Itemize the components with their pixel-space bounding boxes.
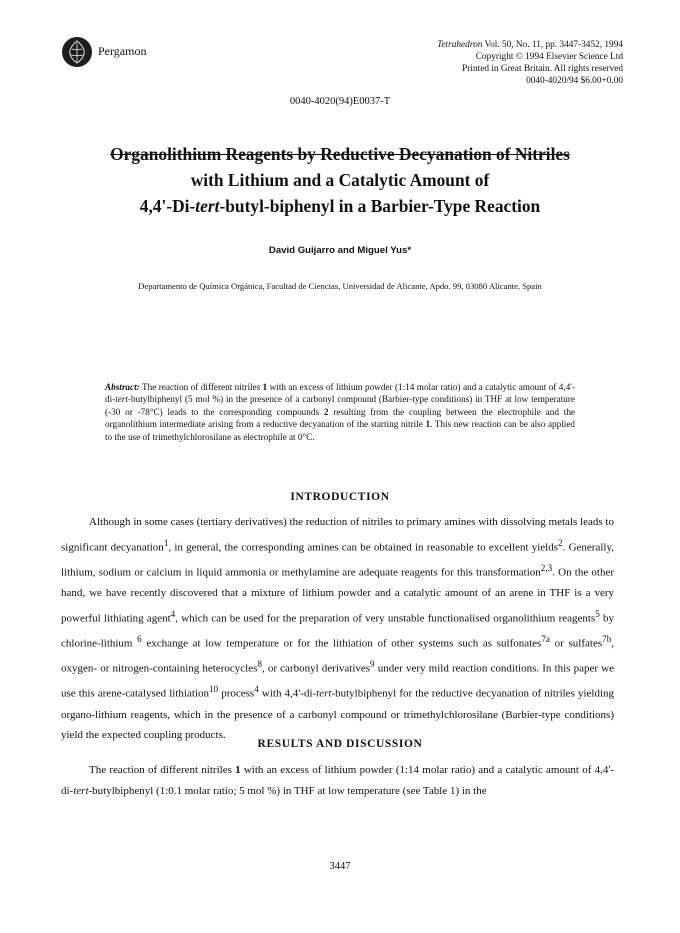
results-text: with an excess of lithium powder (1:14 molar ratio) and a catalytic amount of 4,4'-di- xyxy=(61,764,614,797)
affiliation: Departamento de Química Orgánica, Facultad de Ciencias, Universidad de Alicante, Apdo. 99, 03080 Alicante, Spain xyxy=(138,281,542,291)
reference-marker: 6 xyxy=(137,633,142,644)
intro-text: under very mild reaction conditions. In this paper we use this arene-catalysed lithiation xyxy=(61,662,615,701)
copyright-line: Copyright © 1994 Elsevier Science Ltd xyxy=(475,52,623,62)
abstract-text: -butylbiphenyl (5 mol %) in the presence of a carbonyl compound (Barbier-type conditions) in THF at low temperature (-30 or -78°C) leads to the corresponding compounds xyxy=(105,394,575,417)
reference-marker: 7b xyxy=(602,633,612,644)
abstract-text: resulting from the coupling between the electrophile and the organolithium intermediate arising from a reductive decyanation of the starting nitrile xyxy=(105,406,575,430)
reference-marker: 4 xyxy=(254,684,259,695)
reference-marker: 1 xyxy=(163,537,169,548)
page-number: 3447 xyxy=(329,861,351,872)
abstract-text: . This new reaction can be also applied to the use of trimethylchlorosilane as electrophile at 0°C. xyxy=(105,419,575,442)
reference-marker: 2 xyxy=(558,537,563,548)
paper-title xyxy=(0,141,680,219)
reference-marker: 4 xyxy=(170,608,176,619)
price-line: 0040-4020/94 $6.00+0.00 xyxy=(526,76,623,86)
compound-number: 1 xyxy=(425,419,431,430)
intro-text: Although in some cases (tertiary derivatives) the reduction of nitriles to primary amines with dissolving metals leads to significant decyanation xyxy=(61,516,614,554)
intro-text: , which can be used for the preparation of very unstable functionalised organolithium reagents xyxy=(175,612,596,625)
document-code: 0040-4020(94)E0037-T xyxy=(289,96,391,107)
journal-volume: Vol. 50, No. 11, pp. 3447-3452, 1994 xyxy=(482,40,623,50)
title-tert: tert xyxy=(195,196,220,216)
abstract-text: The reaction of different nitriles xyxy=(139,382,263,392)
intro-text: , in general, the corresponding amines can be obtained in reasonable to excellent yields xyxy=(168,541,559,554)
intro-tert: tert xyxy=(316,688,332,701)
results-heading: RESULTS AND DISCUSSION xyxy=(257,738,423,750)
intro-text: process xyxy=(218,688,255,701)
intro-text: , or carbonyl derivatives xyxy=(261,662,371,675)
journal-name: Tetrahedron xyxy=(437,40,483,50)
publisher-name: Pergamon xyxy=(98,44,147,58)
reference-marker: 8 xyxy=(257,659,262,670)
title-line-2: with Lithium and a Catalytic Amount of xyxy=(190,170,490,190)
reference-marker: 2,3 xyxy=(540,562,553,573)
abstract-tert: tert xyxy=(115,394,128,405)
introduction-paragraph xyxy=(61,512,614,746)
abstract-label: Abstract: xyxy=(105,382,140,392)
intro-text: . Generally, lithium, sodium or calcium in liquid ammonia or methylamine are adequate reagents for this transformation xyxy=(61,541,614,579)
reference-marker: 5 xyxy=(595,608,600,619)
abstract-text: with an excess of lithium powder (1:14 molar ratio) and a catalytic amount of 4,4'-di- xyxy=(105,382,575,405)
intro-text: or sulfates xyxy=(550,637,603,650)
journal-citation xyxy=(437,39,623,51)
results-tert: tert xyxy=(73,784,89,797)
intro-text: by chlorine-lithium xyxy=(61,612,615,650)
title-line-1: Organolithium Reagents by Reductive Decyanation of Nitriles xyxy=(110,144,570,164)
intro-text: . On the other hand, we have recently discovered that a mixture of lithium powder and a catalytic amount of an arene in THF is a very powerful lithiating agent xyxy=(61,566,615,625)
publisher-logo-icon xyxy=(62,37,92,67)
reference-marker: 9 xyxy=(370,659,375,670)
introduction-heading: INTRODUCTION xyxy=(290,491,390,503)
title-line-3-end: -butyl-biphenyl in a Barbier-Type Reaction xyxy=(219,196,541,216)
intro-text: with 4,4'-di- xyxy=(258,688,317,701)
title-line-3 xyxy=(0,193,680,219)
compound-number: 1 xyxy=(262,382,268,392)
compound-number: 2 xyxy=(323,406,329,417)
results-text: The reaction of different nitriles xyxy=(89,764,236,776)
intro-text: exchange at low temperature or for the lithiation of other systems such as sulfonates xyxy=(141,637,542,650)
journal-info xyxy=(437,39,623,87)
intro-text: -butylbiphenyl for the reductive decyanation of nitriles yielding organo-lithium reagents, which in the presence of a carbonyl compound or trimethylchlorosilane (Barbier-type conditions) yield the expected coupling products. xyxy=(61,688,614,742)
results-text: -butylbiphenyl (1:0.1 molar ratio; 5 mol %) in THF at low temperature (see Table 1) in the xyxy=(88,784,487,797)
authors: David Guijarro and Miguel Yus* xyxy=(268,245,412,256)
abstract xyxy=(105,381,575,443)
title-line-3-start: 4,4'-Di- xyxy=(139,196,196,216)
reference-marker: 10 xyxy=(208,684,219,695)
compound-number: 1 xyxy=(235,764,241,776)
intro-text: , oxygen- or nitrogen-containing heterocycles xyxy=(61,637,615,675)
printed-line: Printed in Great Britain. All rights reserved xyxy=(462,64,623,74)
reference-marker: 7a xyxy=(541,633,550,644)
results-paragraph xyxy=(61,760,614,801)
